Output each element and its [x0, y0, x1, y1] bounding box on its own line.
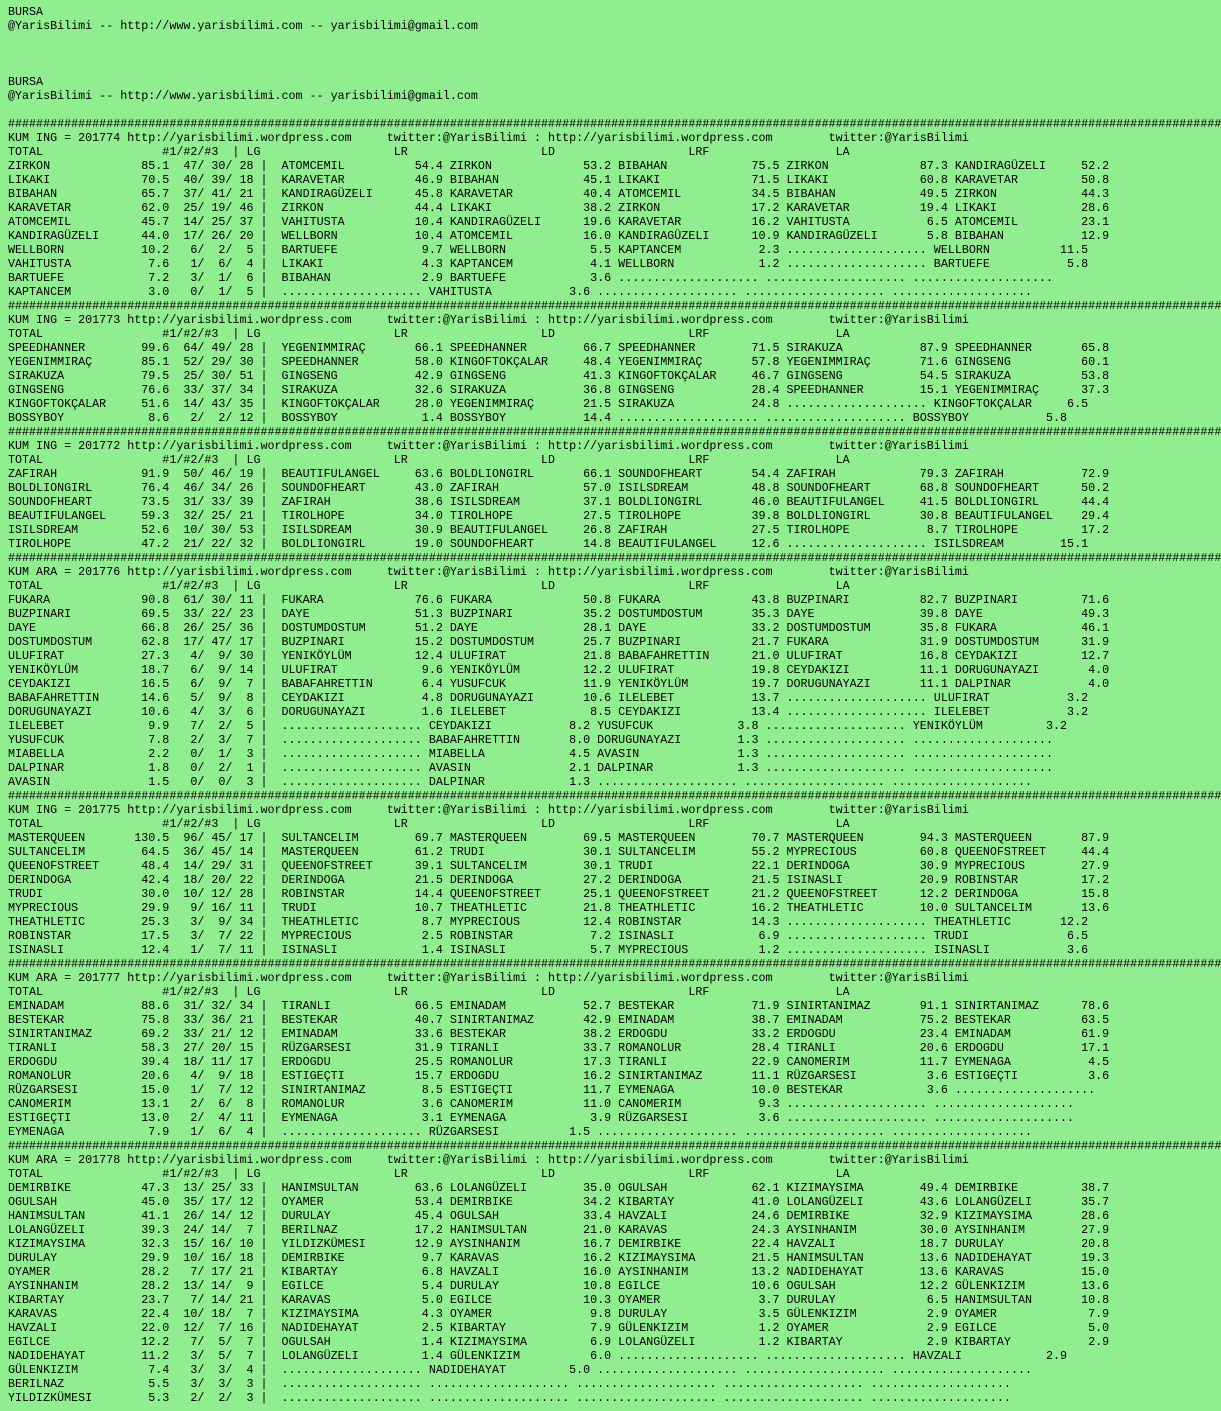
- table-row: KARAVETAR 62.0 25/ 19/ 46 | ZIRKON 44.4 LIKAKI 38.2 ZIRKON 17.2 KARAVETAR 19.4 LIKAKI 28.6: [8, 201, 1110, 215]
- contact-line: @YarisBilimi -- http://www.yarisbilimi.com -- yarisbilimi@gmail.com: [8, 89, 478, 103]
- blank-line: [8, 103, 1080, 117]
- table-row: BABAFAHRETTIN 14.6 5/ 9/ 8 | CEYDAKIZI 4.8 DORUGUNAYAZI 10.6 ILELEBET 13.7 .................... ULUFIRAT 3.2: [8, 691, 1089, 705]
- table-row: HAVZALI 22.0 12/ 7/ 16 | NADIDEHAYAT 2.5 KIBARTAY 7.9 GÜLENKIZIM 1.2 OYAMER 2.9 EGILCE 5.0: [8, 1321, 1110, 1335]
- table-row: AYSINHANIM 28.2 13/ 14/ 9 | EGILCE 5.4 DURULAY 10.8 EGILCE 10.6 OGULSAH 12.2 GÜLENKIZIM 13.6: [8, 1279, 1110, 1293]
- table-row: BOLDLIONGIRL 76.4 46/ 34/ 26 | SOUNDOFHEART 43.0 ZAFIRAH 57.0 ISILSDREAM 48.8 SOUNDOFHEART 68.8 SOUNDOFHEART 50.2: [8, 481, 1110, 495]
- table-row: BUZPINARI 69.5 33/ 22/ 23 | DAYE 51.3 BUZPINARI 35.2 DOSTUMDOSTUM 35.3 DAYE 39.8 DAYE 49.3: [8, 607, 1110, 621]
- table-row: DAYE 66.8 26/ 25/ 36 | DOSTUMDOSTUM 51.2 DAYE 28.1 DAYE 33.2 DOSTUMDOSTUM 35.8 FUKARA 46.1: [8, 621, 1110, 635]
- city-line: BURSA: [8, 75, 44, 89]
- table-row: TIRANLI 58.3 27/ 20/ 15 | RÜZGARSESI 31.9 TIRANLI 33.7 ROMANOLUR 28.4 TIRANLI 20.6 ERDOGDU 17.1: [8, 1041, 1110, 1055]
- table-row: THEATHLETIC 25.3 3/ 9/ 34 | THEATHLETIC 8.7 MYPRECIOUS 12.4 ROBINSTAR 14.3 .................... THEATHLETIC 12.2: [8, 915, 1089, 929]
- race-header: KUM ING = 201775 http://yarisbilimi.wordpress.com twitter:@YarisBilimi : http://yarisbilimi.wordpress.com twitter:@YarisBilimi: [8, 803, 969, 817]
- blank-line: [8, 47, 1080, 61]
- table-row: ISILSDREAM 52.6 10/ 30/ 53 | ISILSDREAM 30.9 BEAUTIFULANGEL 26.8 ZAFIRAH 27.5 TIROLHOPE 8.7 TIROLHOPE 17.2: [8, 523, 1110, 537]
- race-header: KUM ING = 201773 http://yarisbilimi.wordpress.com twitter:@YarisBilimi : http://yarisbilimi.wordpress.com twitter:@YarisBilimi: [8, 313, 969, 327]
- table-row: KANDIRAGÜZELI 44.0 17/ 26/ 20 | WELLBORN 10.4 ATOMCEMIL 16.0 KANDIRAGÜZELI 10.9 KANDIRAGÜZELI 5.8 BIBAHAN 12.9: [8, 229, 1110, 243]
- table-row: TIROLHOPE 47.2 21/ 22/ 32 | BOLDLIONGIRL 19.0 SOUNDOFHEART 14.8 BEAUTIFULANGEL 12.6 .................... ISILSDREAM 15.1: [8, 537, 1089, 551]
- table-row: KIBARTAY 23.7 7/ 14/ 21 | KARAVAS 5.0 EGILCE 10.3 OYAMER 3.7 DURULAY 6.5 HANIMSULTAN 10.8: [8, 1293, 1110, 1307]
- column-header: TOTAL #1/#2/#3 | LG LR LD LRF LA: [8, 985, 850, 999]
- table-row: OYAMER 28.2 7/ 17/ 21 | KIBARTAY 6.8 HAVZALI 16.0 AYSINHANIM 13.2 NADIDEHAYAT 13.6 KARAVAS 15.0: [8, 1265, 1110, 1279]
- table-row: CEYDAKIZI 16.5 6/ 9/ 7 | BABAFAHRETTIN 6.4 YUSUFCUK 11.9 YENIKÖYLÜM 19.7 DORUGUNAYAZI 11.1 DALPINAR 4.0: [8, 677, 1110, 691]
- table-row: MIABELLA 2.2 0/ 1/ 3 | .................... MIABELLA 4.5 AVASIN 1.3 .................... ....................: [8, 747, 1054, 761]
- race-header: KUM ARA = 201776 http://yarisbilimi.wordpress.com twitter:@YarisBilimi : http://yarisbilimi.wordpress.com twitter:@YarisBilimi: [8, 565, 969, 579]
- table-row: BESTEKAR 75.8 33/ 36/ 21 | BESTEKAR 40.7 SINIRTANIMAZ 42.9 EMINADAM 38.7 EMINADAM 75.2 BESTEKAR 63.5: [8, 1013, 1110, 1027]
- table-row: FUKARA 90.8 61/ 30/ 11 | FUKARA 76.6 FUKARA 50.8 FUKARA 43.8 BUZPINARI 82.7 BUZPINARI 71.6: [8, 593, 1110, 607]
- table-row: CANOMERIM 13.1 2/ 6/ 8 | ROMANOLUR 3.6 CANOMERIM 11.0 CANOMERIM 9.3 .................... ....................: [8, 1097, 1075, 1111]
- separator-line: #############################################################################################################################################################################: [8, 789, 1221, 803]
- race-header: KUM ING = 201772 http://yarisbilimi.wordpress.com twitter:@YarisBilimi : http://yarisbilimi.wordpress.com twitter:@YarisBilimi: [8, 439, 969, 453]
- table-row: MYPRECIOUS 29.9 9/ 16/ 11 | TRUDI 10.7 THEATHLETIC 21.8 THEATHLETIC 16.2 THEATHLETIC 10.0 SULTANCELIM 13.6: [8, 901, 1110, 915]
- separator-line: #############################################################################################################################################################################: [8, 1139, 1221, 1153]
- race-header: KUM ARA = 201778 http://yarisbilimi.wordpress.com twitter:@YarisBilimi : http://yarisbilimi.wordpress.com twitter:@YarisBilimi: [8, 1153, 969, 1167]
- column-header: TOTAL #1/#2/#3 | LG LR LD LRF LA: [8, 327, 850, 341]
- column-header: TOTAL #1/#2/#3 | LG LR LD LRF LA: [8, 817, 850, 831]
- race-header: KUM ING = 201774 http://yarisbilimi.wordpress.com twitter:@YarisBilimi : http://yarisbilimi.wordpress.com twitter:@YarisBilimi: [8, 131, 969, 145]
- table-row: ZIRKON 85.1 47/ 30/ 28 | ATOMCEMIL 54.4 ZIRKON 53.2 BIBAHAN 75.5 ZIRKON 87.3 KANDIRAGÜZELI 52.2: [8, 159, 1110, 173]
- table-row: GINGSENG 76.6 33/ 37/ 34 | SIRAKUZA 32.6 SIRAKUZA 36.8 GINGSENG 28.4 SPEEDHANNER 15.1 YEGENIMMIRAÇ 37.3: [8, 383, 1110, 397]
- race-sections: [8, 117, 1221, 1405]
- table-row: HANIMSULTAN 41.1 26/ 14/ 12 | DURULAY 45.4 OGULSAH 33.4 HAVZALI 24.6 DEMIRBIKE 32.9 KIZIMAYSIMA 28.6: [8, 1209, 1110, 1223]
- separator-line: #############################################################################################################################################################################: [8, 117, 1221, 131]
- table-row: BOSSYBOY 8.6 2/ 2/ 12 | BOSSYBOY 1.4 BOSSYBOY 14.4 .................... .................... BOSSYBOY 5.8: [8, 411, 1068, 425]
- table-row: SULTANCELIM 64.5 36/ 45/ 14 | MASTERQUEEN 61.2 TRUDI 30.1 SULTANCELIM 55.2 MYPRECIOUS 60.8 QUEENOFSTREET 44.4: [8, 845, 1110, 859]
- table-row: DOSTUMDOSTUM 62.8 17/ 47/ 17 | BUZPINARI 15.2 DOSTUMDOSTUM 25.7 BUZPINARI 21.7 FUKARA 31.9 DOSTUMDOSTUM 31.9: [8, 635, 1110, 649]
- table-row: SPEEDHANNER 99.6 64/ 49/ 28 | YEGENIMMIRAÇ 66.1 SPEEDHANNER 66.7 SPEEDHANNER 71.5 SIRAKUZA 87.9 SPEEDHANNER 65.8: [8, 341, 1110, 355]
- table-row: LIKAKI 70.5 40/ 39/ 18 | KARAVETAR 46.9 BIBAHAN 45.1 LIKAKI 71.5 LIKAKI 60.8 KARAVETAR 50.8: [8, 173, 1110, 187]
- separator-line: #############################################################################################################################################################################: [8, 299, 1221, 313]
- table-row: SINIRTANIMAZ 69.2 33/ 21/ 12 | EMINADAM 33.6 BESTEKAR 38.2 ERDOGDU 33.2 ERDOGDU 23.4 EMINADAM 61.9: [8, 1027, 1110, 1041]
- table-row: KARAVAS 22.4 10/ 18/ 7 | KIZIMAYSIMA 4.3 OYAMER 9.8 DURULAY 3.5 GÜLENKIZIM 2.9 OYAMER 7.9: [8, 1307, 1110, 1321]
- column-header: TOTAL #1/#2/#3 | LG LR LD LRF LA: [8, 579, 850, 593]
- table-row: ILELEBET 9.9 7/ 2/ 5 | .................... CEYDAKIZI 8.2 YUSUFCUK 3.8 .................... YENIKÖYLÜM 3.2: [8, 719, 1068, 733]
- table-row: NADIDEHAYAT 11.2 3/ 5/ 7 | LOLANGÜZELI 1.4 GÜLENKIZIM 6.0 .................... .................... HAVZALI 2.9: [8, 1349, 1068, 1363]
- table-row: KINGOFTOKÇALAR 51.6 14/ 43/ 35 | KINGOFTOKÇALAR 28.0 YEGENIMMIRAÇ 21.5 SIRAKUZA 24.8 .................... KINGOFTOKÇALAR 6.5: [8, 397, 1089, 411]
- table-row: BEAUTIFULANGEL 59.3 32/ 25/ 21 | TIROLHOPE 34.0 TIROLHOPE 27.5 TIROLHOPE 39.8 BOLDLIONGIRL 30.8 BEAUTIFULANGEL 29.4: [8, 509, 1110, 523]
- table-row: ROBINSTAR 17.5 3/ 7/ 22 | MYPRECIOUS 2.5 ROBINSTAR 7.2 ISINASLI 6.9 .................... TRUDI 6.5: [8, 929, 1089, 943]
- table-row: VAHITUSTA 7.6 1/ 6/ 4 | LIKAKI 4.3 KAPTANCEM 4.1 WELLBORN 1.2 .................... BARTUEFE 5.8: [8, 257, 1089, 271]
- table-row: TRUDI 30.0 10/ 12/ 28 | ROBINSTAR 14.4 QUEENOFSTREET 25.1 QUEENOFSTREET 21.2 QUEENOFSTREET 12.2 DERINDOGA 15.8: [8, 887, 1110, 901]
- table-row: MASTERQUEEN 130.5 96/ 45/ 17 | SULTANCELIM 69.7 MASTERQUEEN 69.5 MASTERQUEEN 70.7 MASTERQUEEN 94.3 MASTERQUEEN 87.9: [8, 831, 1110, 845]
- table-row: SIRAKUZA 79.5 25/ 30/ 51 | GINGSENG 42.9 GINGSENG 41.3 KINGOFTOKÇALAR 46.7 GINGSENG 54.5 SIRAKUZA 53.8: [8, 369, 1110, 383]
- table-row: RÜZGARSESI 15.0 1/ 7/ 12 | SINIRTANIMAZ 8.5 ESTIGEÇTI 11.7 EYMENAGA 10.0 BESTEKAR 3.6 ....................: [8, 1083, 1096, 1097]
- table-row: KIZIMAYSIMA 32.3 15/ 16/ 10 | YILDIZKÜMESI 12.9 AYSINHANIM 16.7 DEMIRBIKE 22.4 HAVZALI 18.7 DURULAY 20.8: [8, 1237, 1110, 1251]
- table-row: BIBAHAN 65.7 37/ 41/ 21 | KANDIRAGÜZELI 45.8 KARAVETAR 40.4 ATOMCEMIL 34.5 BIBAHAN 49.5 ZIRKON 44.3: [8, 187, 1110, 201]
- column-header: TOTAL #1/#2/#3 | LG LR LD LRF LA: [8, 1167, 850, 1181]
- table-row: KAPTANCEM 3.0 0/ 1/ 5 | .................... VAHITUSTA 3.6 .................... .................... ....................: [8, 285, 1032, 299]
- table-row: ESTIGEÇTI 13.0 2/ 4/ 11 | EYMENAGA 3.1 EYMENAGA 3.9 RÜZGARSESI 3.6 .................... ....................: [8, 1111, 1075, 1125]
- separator-line: #############################################################################################################################################################################: [8, 425, 1221, 439]
- contact-line: @YarisBilimi -- http://www.yarisbilimi.com -- yarisbilimi@gmail.com: [8, 19, 478, 33]
- table-row: YEGENIMMIRAÇ 85.1 52/ 29/ 30 | SPEEDHANNER 58.0 KINGOFTOKÇALAR 48.4 YEGENIMMIRAÇ 57.8 YEGENIMMIRAÇ 71.6 GINGSENG 60.1: [8, 355, 1110, 369]
- table-row: YUSUFCUK 7.8 2/ 3/ 7 | .................... BABAFAHRETTIN 8.0 DORUGUNAYAZI 1.3 .................... ....................: [8, 733, 1054, 747]
- separator-line: #############################################################################################################################################################################: [8, 957, 1221, 971]
- table-row: ROMANOLUR 20.6 4/ 9/ 18 | ESTIGEÇTI 15.7 ERDOGDU 16.2 SINIRTANIMAZ 11.1 RÜZGARSESI 3.6 ESTIGEÇTI 3.6: [8, 1069, 1110, 1083]
- table-row: EMINADAM 88.6 31/ 32/ 34 | TIRANLI 66.5 EMINADAM 52.7 BESTEKAR 71.9 SINIRTANIMAZ 91.1 SINIRTANIMAZ 78.6: [8, 999, 1110, 1013]
- column-header: TOTAL #1/#2/#3 | LG LR LD LRF LA: [8, 453, 850, 467]
- separator-line: #############################################################################################################################################################################: [8, 551, 1221, 565]
- table-row: SOUNDOFHEART 73.5 31/ 33/ 39 | ZAFIRAH 38.6 ISILSDREAM 37.1 BOLDLIONGIRL 46.0 BEAUTIFULANGEL 41.5 BOLDLIONGIRL 44.4: [8, 495, 1110, 509]
- table-row: DURULAY 29.9 10/ 16/ 18 | DEMIRBIKE 9.7 KARAVAS 16.2 KIZIMAYSIMA 21.5 HANIMSULTAN 13.6 NADIDEHAYAT 19.3: [8, 1251, 1110, 1265]
- table-row: DALPINAR 1.8 0/ 2/ 1 | .................... AVASIN 2.1 DALPINAR 1.3 .................... ....................: [8, 761, 1054, 775]
- table-row: EYMENAGA 7.9 1/ 6/ 4 | .................... RÜZGARSESI 1.5 .................... .................... ....................: [8, 1125, 1032, 1139]
- table-row: BARTUEFE 7.2 3/ 1/ 6 | BIBAHAN 2.9 BARTUEFE 3.6 .................... .................... ....................: [8, 271, 1054, 285]
- table-row: ULUFIRAT 27.3 4/ 9/ 30 | YENIKÖYLÜM 12.4 ULUFIRAT 21.8 BABAFAHRETTIN 21.0 ULUFIRAT 16.8 CEYDAKIZI 12.7: [8, 649, 1110, 663]
- table-row: OGULSAH 45.0 35/ 17/ 12 | OYAMER 53.4 DEMIRBIKE 34.2 KIBARTAY 41.0 LOLANGÜZELI 43.6 LOLANGÜZELI 35.7: [8, 1195, 1110, 1209]
- column-header: TOTAL #1/#2/#3 | LG LR LD LRF LA: [8, 145, 850, 159]
- table-row: GÜLENKIZIM 7.4 3/ 3/ 4 | .................... NADIDEHAYAT 5.0 .................... .................... ....................: [8, 1363, 1032, 1377]
- table-row: DORUGUNAYAZI 10.6 4/ 3/ 6 | DORUGUNAYAZI 1.6 ILELEBET 8.5 CEYDAKIZI 13.4 .................... ILELEBET 3.2: [8, 705, 1089, 719]
- table-row: BERILNAZ 5.5 3/ 3/ 3 | .................... .................... .................... .................... ....................: [8, 1377, 1011, 1391]
- blank-line: [8, 33, 1080, 47]
- race-header: KUM ARA = 201777 http://yarisbilimi.wordpress.com twitter:@YarisBilimi : http://yarisbilimi.wordpress.com twitter:@YarisBilimi: [8, 971, 969, 985]
- table-row: DEMIRBIKE 47.3 13/ 25/ 33 | HANIMSULTAN 63.6 LOLANGÜZELI 35.0 OGULSAH 62.1 KIZIMAYSIMA 49.4 DEMIRBIKE 38.7: [8, 1181, 1110, 1195]
- table-row: YILDIZKÜMESI 5.3 2/ 2/ 3 | .................... .................... .................... .................... ....................: [8, 1391, 1011, 1405]
- table-row: DERINDOGA 42.4 18/ 20/ 22 | DERINDOGA 21.5 DERINDOGA 27.2 DERINDOGA 21.5 ISINASLI 20.9 ROBINSTAR 17.2: [8, 873, 1110, 887]
- table-row: LOLANGÜZELI 39.3 24/ 14/ 7 | BERILNAZ 17.2 HANIMSULTAN 21.0 KARAVAS 24.3 AYSINHANIM 30.0 AYSINHANIM 27.9: [8, 1223, 1110, 1237]
- table-row: ZAFIRAH 91.9 50/ 46/ 19 | BEAUTIFULANGEL 63.6 BOLDLIONGIRL 66.1 SOUNDOFHEART 54.4 ZAFIRAH 79.3 ZAFIRAH 72.9: [8, 467, 1110, 481]
- blank-line: [8, 61, 1080, 75]
- table-row: WELLBORN 10.2 6/ 2/ 5 | BARTUEFE 9.7 WELLBORN 5.5 KAPTANCEM 2.3 .................... WELLBORN 11.5: [8, 243, 1089, 257]
- table-row: AVASIN 1.5 0/ 0/ 3 | .................... DALPINAR 1.3 .................... .................... ....................: [8, 775, 1032, 789]
- table-row: ISINASLI 12.4 1/ 7/ 11 | ISINASLI 1.4 ISINASLI 5.7 MYPRECIOUS 1.2 .................... ISINASLI 3.6: [8, 943, 1089, 957]
- table-row: ERDOGDU 39.4 18/ 11/ 17 | ERDOGDU 25.5 ROMANOLUR 17.3 TIRANLI 22.9 CANOMERIM 11.7 EYMENAGA 4.5: [8, 1055, 1110, 1069]
- table-row: YENIKÖYLÜM 18.7 6/ 9/ 14 | ULUFIRAT 9.6 YENIKÖYLÜM 12.2 ULUFIRAT 19.8 CEYDAKIZI 11.1 DORUGUNAYAZI 4.0: [8, 663, 1110, 677]
- table-row: ATOMCEMIL 45.7 14/ 25/ 37 | VAHITUSTA 10.4 KANDIRAGÜZELI 19.6 KARAVETAR 16.2 VAHITUSTA 6.5 ATOMCEMIL 23.1: [8, 215, 1110, 229]
- city-line: BURSA: [8, 5, 44, 19]
- table-row: EGILCE 12.2 7/ 5/ 7 | OGULSAH 1.4 KIZIMAYSIMA 6.9 LOLANGÜZELI 1.2 KIBARTAY 2.9 KIBARTAY 2.9: [8, 1335, 1110, 1349]
- table-row: QUEENOFSTREET 48.4 14/ 29/ 31 | QUEENOFSTREET 39.1 SULTANCELIM 30.1 TRUDI 22.1 DERINDOGA 30.9 MYPRECIOUS 27.9: [8, 859, 1110, 873]
